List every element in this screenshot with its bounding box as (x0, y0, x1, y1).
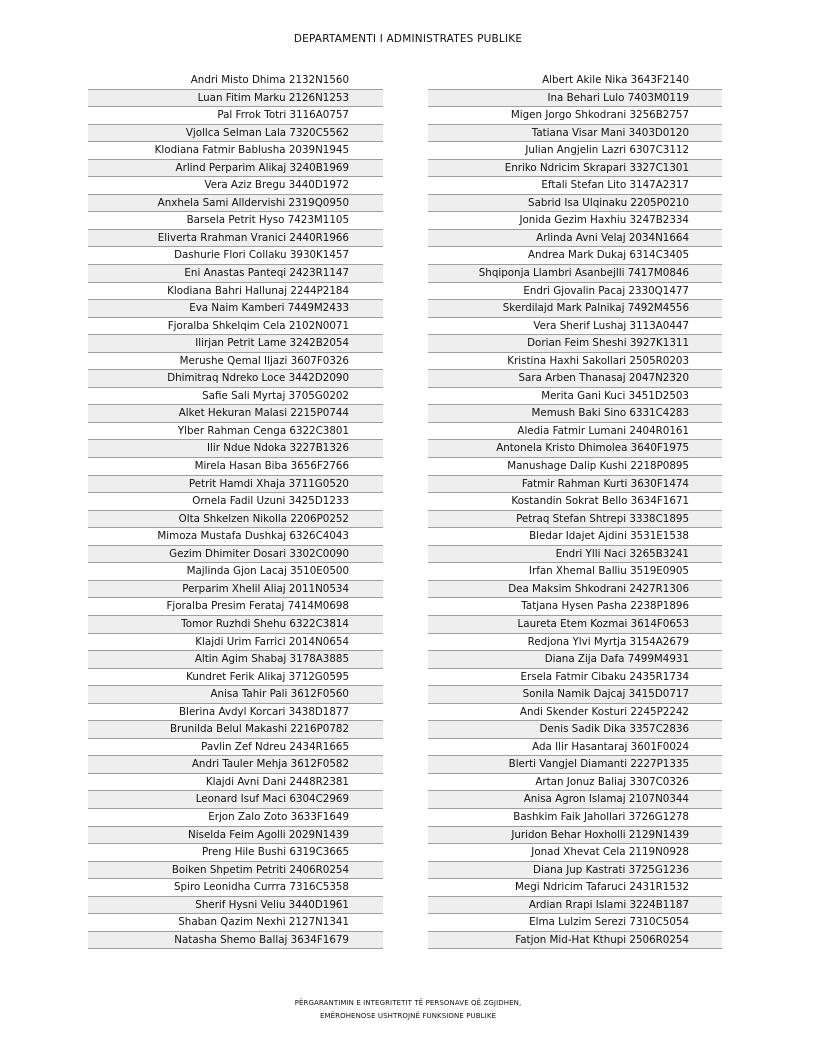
list-item: Kristina Haxhi Sakollari 2505R0203 (428, 353, 722, 371)
list-item: Andri Tauler Mehja 3612F0582 (88, 756, 383, 774)
list-item: Tomor Ruzhdi Shehu 6322C3814 (88, 616, 383, 634)
footer (0, 997, 816, 1023)
list-item: Dea Maksim Shkodrani 2427R1306 (428, 581, 722, 599)
list-item: Vera Aziz Bregu 3440D1972 (88, 177, 383, 195)
list-item: Leonard Isuf Maci 6304C2969 (88, 791, 383, 809)
list-item: Ilirjan Petrit Lame 3242B2054 (88, 335, 383, 353)
list-item: Laureta Etem Kozmai 3614F0653 (428, 616, 722, 634)
list-item: Eftali Stefan Lito 3147A2317 (428, 177, 722, 195)
list-item: Bashkim Faik Jahollari 3726G1278 (428, 809, 722, 827)
list-item: Petrit Hamdi Xhaja 3711G0520 (88, 476, 383, 494)
list-item: Pavlin Zef Ndreu 2434R1665 (88, 739, 383, 757)
list-item: Albert Akile Nika 3643F2140 (428, 72, 722, 90)
list-item: Spiro Leonidha Currra 7316C5358 (88, 879, 383, 897)
list-item: Kostandin Sokrat Bello 3634F1671 (428, 493, 722, 511)
list-item: Enriko Ndricim Skrapari 3327C1301 (428, 160, 722, 178)
list-item: Jonad Xhevat Cela 2119N0928 (428, 844, 722, 862)
list-item: Andri Misto Dhima 2132N1560 (88, 72, 383, 90)
footer-line-1: PËRGARANTIMIN E INTEGRITETIT TË PERSONAVE QË ZGJIDHEN, (294, 999, 522, 1007)
list-item: Shqiponja Llambri Asanbejlli 7417M0846 (428, 265, 722, 283)
list-item: Tatjana Hysen Pasha 2238P1896 (428, 598, 722, 616)
list-item: Shaban Qazim Nexhi 2127N1341 (88, 914, 383, 932)
list-item: Boiken Shpetim Petriti 2406R0254 (88, 862, 383, 880)
list-item: Fjoralba Shkelqim Cela 2102N0071 (88, 318, 383, 336)
list-item: Pal Frrok Totri 3116A0757 (88, 107, 383, 125)
list-item: Ina Behari Lulo 7403M0119 (428, 90, 722, 108)
list-item: Safie Sali Myrtaj 3705G0202 (88, 388, 383, 406)
list-item: Gezim Dhimiter Dosari 3302C0090 (88, 546, 383, 564)
list-item: Diana Jup Kastrati 3725G1236 (428, 862, 722, 880)
list-item: Fatmir Rahman Kurti 3630F1474 (428, 476, 722, 494)
list-item: Barsela Petrit Hyso 7423M1105 (88, 212, 383, 230)
list-item: Arlind Perparim Alikaj 3240B1969 (88, 160, 383, 178)
list-item: Merushe Qemal Iljazi 3607F0326 (88, 353, 383, 371)
list-item: Klodiana Fatmir Bablusha 2039N1945 (88, 142, 383, 160)
footer-line-2: EMËROHENOSE USHTROJNË FUNKSIONE PUBLIKE (319, 1012, 497, 1020)
list-item: Niselda Feim Agolli 2029N1439 (88, 827, 383, 845)
list-item: Ada Ilir Hasantaraj 3601F0024 (428, 739, 722, 757)
list-item: Fjoralba Presim Ferataj 7414M0698 (88, 598, 383, 616)
list-item: Sara Arben Thanasaj 2047N2320 (428, 370, 722, 388)
list-item: Petraq Stefan Shtrepi 3338C1895 (428, 511, 722, 529)
list-item: Blerti Vangjel Diamanti 2227P1335 (428, 756, 722, 774)
list-item: Fatjon Mid-Hat Kthupi 2506R0254 (428, 932, 722, 950)
list-item: Aledia Fatmir Lumani 2404R0161 (428, 423, 722, 441)
list-item: Kundret Ferik Alikaj 3712G0595 (88, 669, 383, 687)
page-title: DEPARTAMENTI I ADMINISTRATES PUBLIKE (293, 33, 523, 45)
list-item: Klajdi Urim Farrici 2014N0654 (88, 634, 383, 652)
list-item: Bledar Idajet Ajdini 3531E1538 (428, 528, 722, 546)
list-item: Mirela Hasan Biba 3656F2766 (88, 458, 383, 476)
list-item: Andi Skender Kosturi 2245P2242 (428, 704, 722, 722)
list-item: Denis Sadik Dika 3357C2836 (428, 721, 722, 739)
list-item: Mimoza Mustafa Dushkaj 6326C4043 (88, 528, 383, 546)
list-item: Elma Lulzim Serezi 7310C5054 (428, 914, 722, 932)
list-item: Megi Ndricim Tafaruci 2431R1532 (428, 879, 722, 897)
right-name-list (428, 72, 722, 949)
list-item: Skerdilajd Mark Palnikaj 7492M4556 (428, 300, 722, 318)
list-item: Andrea Mark Dukaj 6314C3405 (428, 247, 722, 265)
list-item: Anisa Agron Islamaj 2107N0344 (428, 791, 722, 809)
list-item: Ardian Rrapi Islami 3224B1187 (428, 897, 722, 915)
list-item: Diana Zija Dafa 7499M4931 (428, 651, 722, 669)
list-item: Anisa Tahir Pali 3612F0560 (88, 686, 383, 704)
list-item: Vera Sherif Lushaj 3113A0447 (428, 318, 722, 336)
list-item: Olta Shkelzen Nikolla 2206P0252 (88, 511, 383, 529)
list-item: Manushage Dalip Kushi 2218P0895 (428, 458, 722, 476)
list-item: Natasha Shemo Ballaj 3634F1679 (88, 932, 383, 950)
list-item: Julian Angjelin Lazri 6307C3112 (428, 142, 722, 160)
list-item: Eva Naim Kamberi 7449M2433 (88, 300, 383, 318)
list-item: Sonila Namik Dajcaj 3415D0717 (428, 686, 722, 704)
list-item: Juridon Behar Hoxholli 2129N1439 (428, 827, 722, 845)
list-item: Alket Hekuran Malasi 2215P0744 (88, 405, 383, 423)
list-item: Dorian Feim Sheshi 3927K1311 (428, 335, 722, 353)
list-item: Ornela Fadil Uzuni 3425D1233 (88, 493, 383, 511)
list-item: Perparim Xhelil Aliaj 2011N0534 (88, 581, 383, 599)
list-item: Migen Jorgo Shkodrani 3256B2757 (428, 107, 722, 125)
list-item: Sabrid Isa Ulqinaku 2205P0210 (428, 195, 722, 213)
left-name-list (88, 72, 383, 949)
list-item: Majlinda Gjon Lacaj 3510E0500 (88, 563, 383, 581)
list-item: Ersela Fatmir Cibaku 2435R1734 (428, 669, 722, 687)
list-item: Sherif Hysni Veliu 3440D1961 (88, 897, 383, 915)
list-item: Merita Gani Kuci 3451D2503 (428, 388, 722, 406)
list-item: Vjollca Selman Lala 7320C5562 (88, 125, 383, 143)
list-item: Eni Anastas Panteqi 2423R1147 (88, 265, 383, 283)
list-item: Arlinda Avni Velaj 2034N1664 (428, 230, 722, 248)
list-item: Altin Agim Shabaj 3178A3885 (88, 651, 383, 669)
list-item: Memush Baki Sino 6331C4283 (428, 405, 722, 423)
list-item: Eliverta Rrahman Vranici 2440R1966 (88, 230, 383, 248)
list-item: Anxhela Sami Alldervishi 2319Q0950 (88, 195, 383, 213)
list-item: Brunilda Belul Makashi 2216P0782 (88, 721, 383, 739)
list-item: Ylber Rahman Cenga 6322C3801 (88, 423, 383, 441)
list-item: Antonela Kristo Dhimolea 3640F1975 (428, 440, 722, 458)
list-item: Jonida Gezim Haxhiu 3247B2334 (428, 212, 722, 230)
list-item: Endri Gjovalin Pacaj 2330Q1477 (428, 283, 722, 301)
list-item: Irfan Xhemal Balliu 3519E0905 (428, 563, 722, 581)
list-item: Dhimitraq Ndreko Loce 3442D2090 (88, 370, 383, 388)
list-item: Klajdi Avni Dani 2448R2381 (88, 774, 383, 792)
list-item: Redjona Ylvi Myrtja 3154A2679 (428, 634, 722, 652)
list-item: Erjon Zalo Zoto 3633F1649 (88, 809, 383, 827)
list-item: Ilir Ndue Ndoka 3227B1326 (88, 440, 383, 458)
list-item: Tatiana Visar Mani 3403D0120 (428, 125, 722, 143)
list-item: Endri Ylli Naci 3265B3241 (428, 546, 722, 564)
list-item: Luan Fitim Marku 2126N1253 (88, 90, 383, 108)
list-item: Artan Jonuz Baliaj 3307C0326 (428, 774, 722, 792)
list-item: Preng Hile Bushi 6319C3665 (88, 844, 383, 862)
list-item: Dashurie Flori Collaku 3930K1457 (88, 247, 383, 265)
list-item: Blerina Avdyl Korcari 3438D1877 (88, 704, 383, 722)
list-item: Klodiana Bahri Hallunaj 2244P2184 (88, 283, 383, 301)
